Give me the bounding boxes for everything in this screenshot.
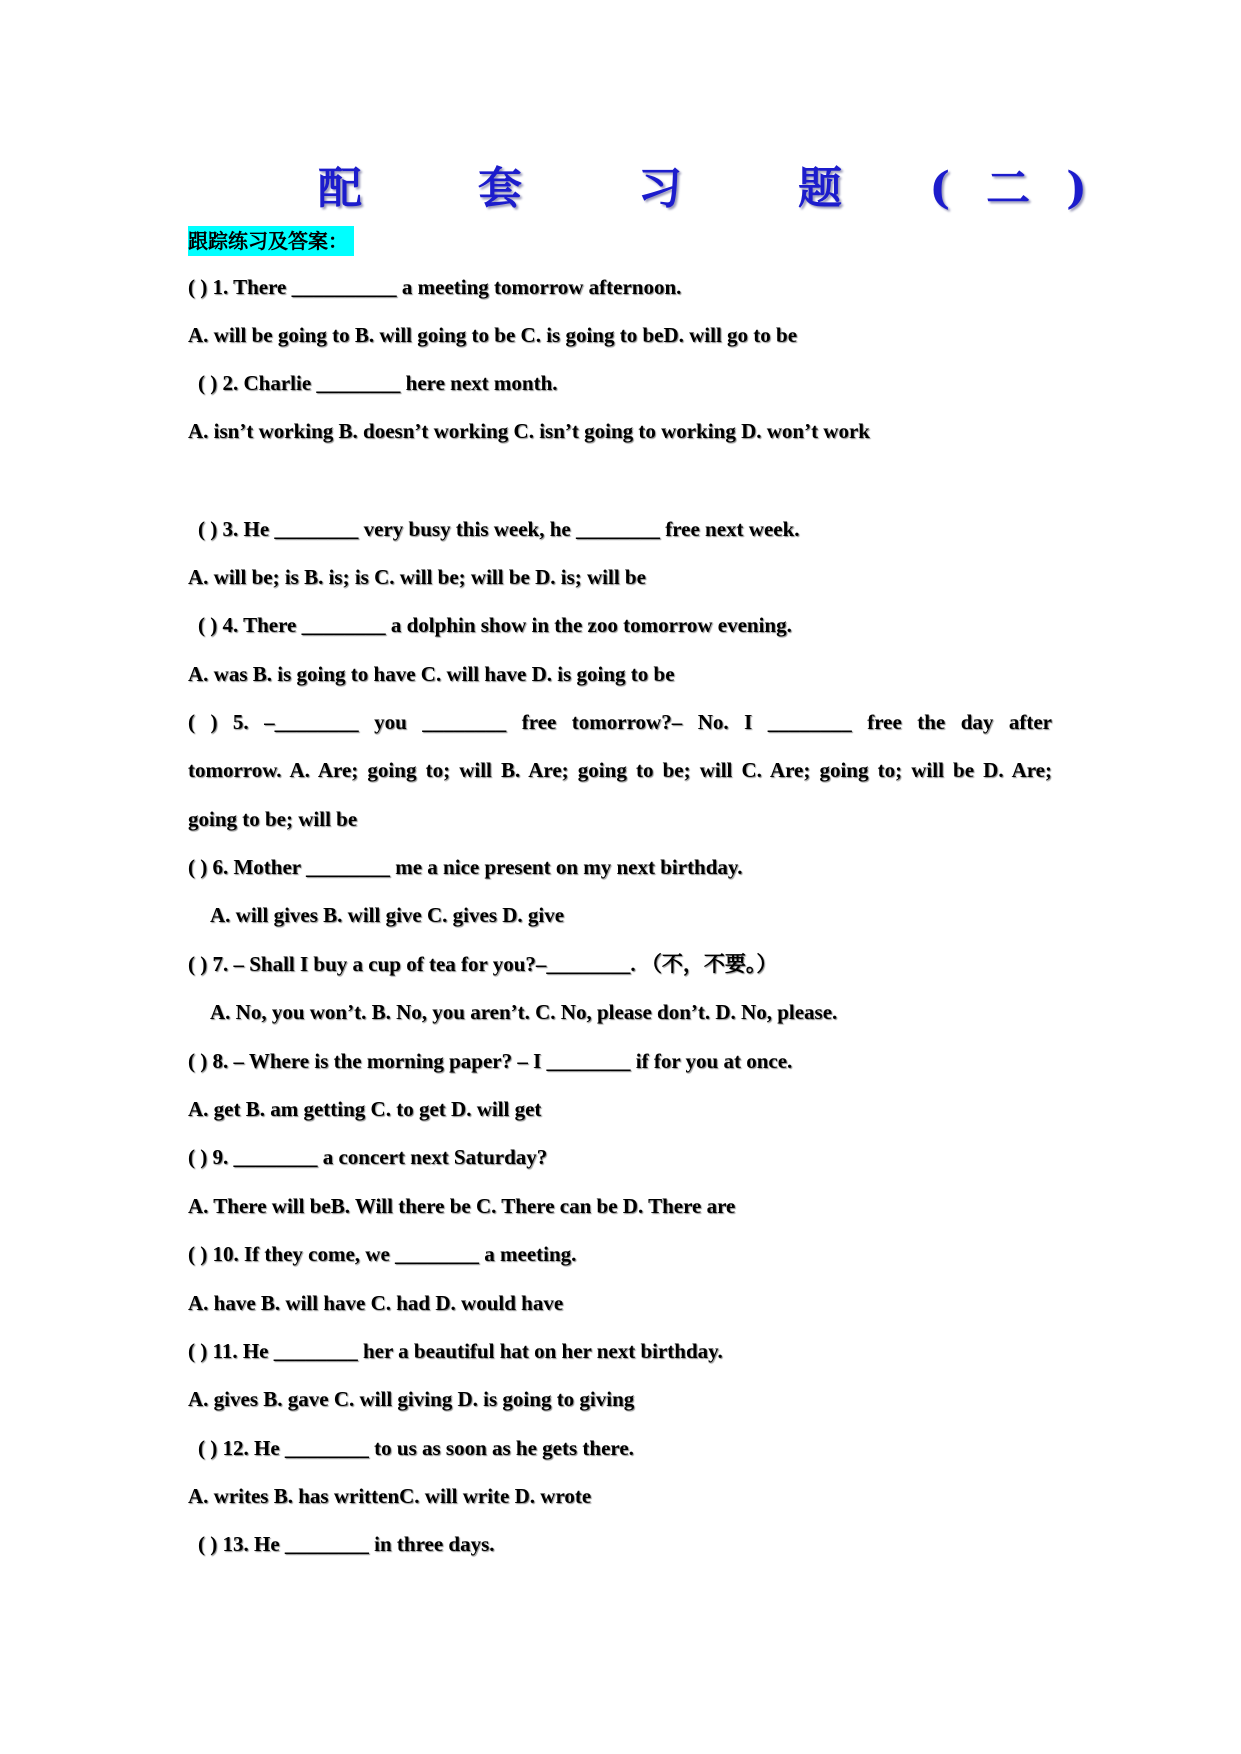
question-12: ( ) 12. He ________ to us as soon as he gets there. xyxy=(198,1436,634,1460)
question-7: ( ) 7. – Shall I buy a cup of tea for you?–________. （不，不要。） xyxy=(188,952,778,976)
question-9: ( ) 9. ________ a concert next Saturday? xyxy=(188,1145,548,1169)
question-1: ( ) 1. There __________ a meeting tomorrow afternoon. xyxy=(188,275,682,299)
question-10: ( ) 10. If they come, we ________ a meeting. xyxy=(188,1242,577,1266)
question-8: ( ) 8. – Where is the morning paper? – I ________ if for you at once. xyxy=(188,1049,793,1073)
options-11: A. gives B. gave C. will giving D. is going to giving xyxy=(188,1387,635,1411)
options-12: A. writes B. has writtenC. will write D. wrote xyxy=(188,1484,592,1508)
question-4: ( ) 4. There ________ a dolphin show in the zoo tomorrow evening. xyxy=(198,613,792,637)
section-label: 跟踪练习及答案： xyxy=(188,226,354,256)
question-6: ( ) 6. Mother ________ me a nice present on my next birthday. xyxy=(188,855,743,879)
options-4: A. was B. is going to have C. will have D. is going to be xyxy=(188,662,675,686)
options-8: A. get B. am getting C. to get D. will get xyxy=(188,1097,542,1121)
question-3: ( ) 3. He ________ very busy this week, he ________ free next week. xyxy=(198,517,800,541)
options-6: A. will gives B. will give C. gives D. give xyxy=(210,903,565,927)
question-5-options-cont: going to be; will be xyxy=(188,807,358,831)
options-10: A. have B. will have C. had D. would have xyxy=(188,1291,564,1315)
question-13: ( ) 13. He ________ in three days. xyxy=(198,1532,495,1556)
question-11: ( ) 11. He ________ her a beautiful hat on her next birthday. xyxy=(188,1339,723,1363)
page-title: 配 套 习 题 (二) xyxy=(318,163,1123,214)
options-7: A. No, you won’t. B. No, you aren’t. C. No, please don’t. D. No, please. xyxy=(210,1000,838,1024)
options-1: A. will be going to B. will going to be C. is going to beD. will go to be xyxy=(188,323,798,347)
options-3: A. will be; is B. is; is C. will be; will be D. is; will be xyxy=(188,565,646,589)
options-9: A. There will beB. Will there be C. There can be D. There are xyxy=(188,1194,736,1218)
question-2: ( ) 2. Charlie ________ here next month. xyxy=(198,371,558,395)
question-5: ( ) 5. –________ you ________ free tomorrow?– No. I ________ free the day after xyxy=(188,710,1052,734)
options-2: A. isn’t working B. doesn’t working C. isn’t going to working D. won’t work xyxy=(188,419,870,443)
question-5-options: tomorrow. A. Are; going to; will B. Are; going to be; will C. Are; going to; will be D. Are; xyxy=(188,758,1052,782)
